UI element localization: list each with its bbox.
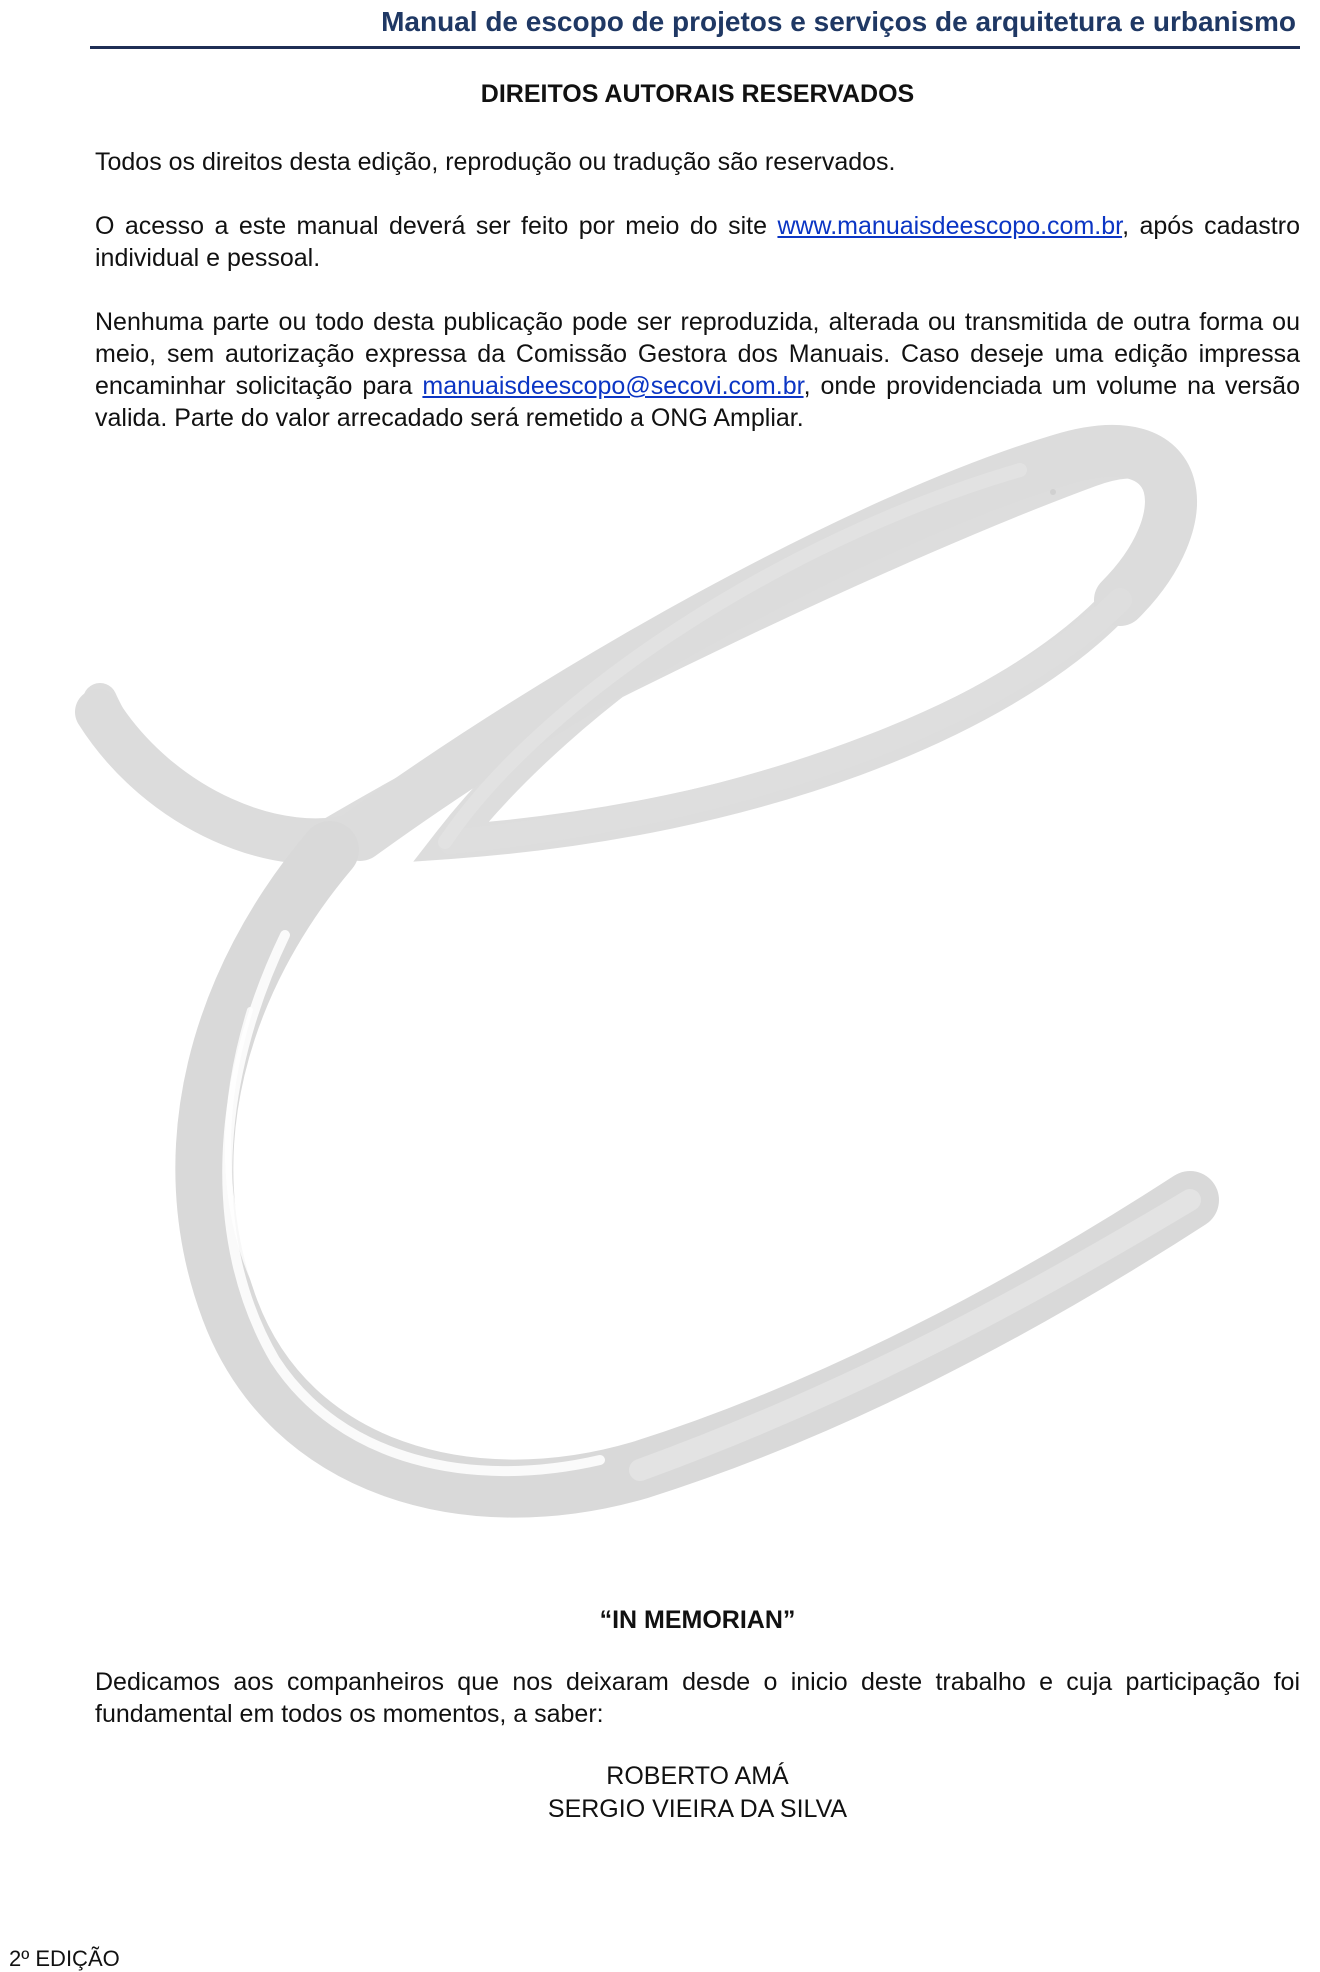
memorial-title: “IN MEMORIAN” [599, 1606, 796, 1634]
memorial-name: ROBERTO AMÁ [606, 1762, 789, 1790]
rights-paragraph-3-text-a: Nenhuma parte ou todo desta publicação pode ser reproduzida, alterada ou transmitida de outra forma ou meio, sem autorização expressa da Comissão Gestora dos Manuais. Caso deseje uma edição impressa encaminhar solicitação para [95, 308, 1300, 400]
rights-paragraph-3-text-b: , onde providenciada um volume na versão valida. Parte do valor arrecadado será remetido a ONG Ampliar. [95, 372, 1300, 432]
rights-paragraph-2-text-b: , após cadastro individual e pessoal. [95, 212, 1300, 272]
memorial-name: SERGIO VIEIRA DA SILVA [547, 1795, 848, 1823]
page-header [90, 4, 1300, 49]
memorial-paragraph: Dedicamos aos companheiros que nos deixaram desde o inicio deste trabalho e cuja participação foi fundamental em todos os momentos, a saber: [95, 1668, 1300, 1728]
rights-paragraph-1: Todos os direitos desta edição, reprodução ou tradução são reservados. [95, 148, 896, 176]
rights-title: DIREITOS AUTORAIS RESERVADOS [480, 80, 915, 108]
rights-paragraph-2 [95, 210, 1300, 274]
document-title: Manual de escopo de projetos e serviços de arquitetura e urbanismo [381, 6, 1296, 37]
rights-paragraph-3 [95, 306, 1300, 434]
edition-label: 2º EDIÇÃO [9, 1946, 120, 1971]
site-link[interactable]: www.manuaisdeescopo.com.br [777, 212, 1123, 240]
rights-paragraph-2-text-a: O acesso a este manual deverá ser feito por meio do site [95, 212, 778, 240]
email-link[interactable]: manuaisdeescopo@secovi.com.br [422, 372, 804, 400]
memorial-names [95, 1760, 1300, 1826]
